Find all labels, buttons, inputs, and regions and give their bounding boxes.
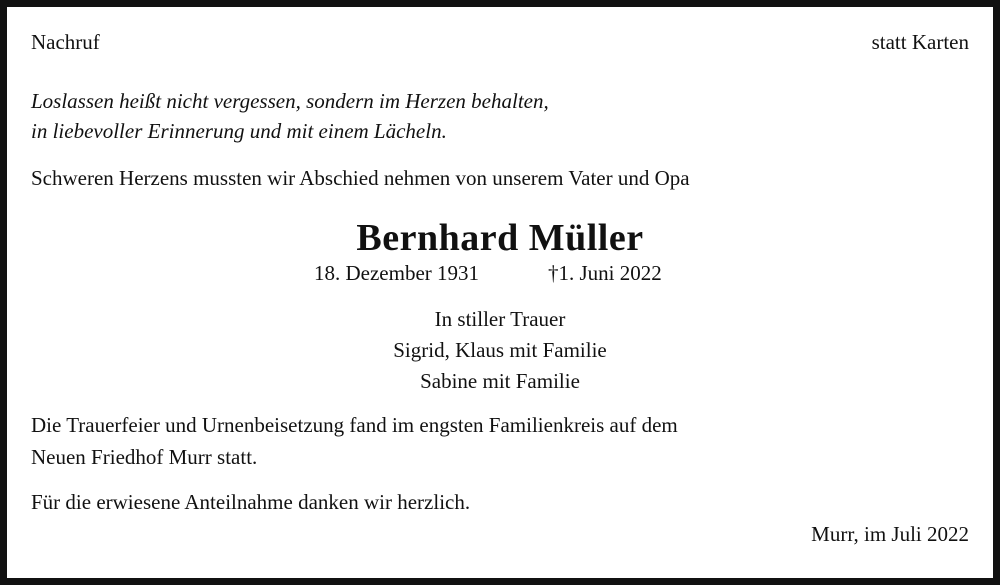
mourners-family-1: Sigrid, Klaus mit Familie	[393, 338, 607, 362]
intro-text: Schweren Herzens mussten wir Abschied nehmen von unserem Vater und Opa	[31, 166, 690, 190]
mourners-heading: In stiller Trauer	[434, 307, 566, 331]
header-note: statt Karten	[871, 30, 969, 54]
deceased-name: Bernhard Müller	[356, 217, 644, 259]
ceremony-line-1: Die Trauerfeier und Urnenbeisetzung fand im engsten Familienkreis auf dem	[31, 413, 678, 437]
header-label: Nachruf	[31, 30, 100, 54]
mourners-family-2: Sabine mit Familie	[420, 369, 580, 393]
birth-date: 18. Dezember 1931	[314, 261, 480, 285]
quote-line-2: in liebevoller Erinnerung und mit einem Lächeln.	[31, 119, 447, 143]
place-date: Murr, im Juli 2022	[811, 522, 969, 546]
ceremony-line-2: Neuen Friedhof Murr statt.	[31, 445, 258, 469]
thanks-text: Für die erwiesene Anteilnahme danken wir herzlich.	[31, 490, 471, 514]
quote-line-1: Loslassen heißt nicht vergessen, sondern im Herzen behalten,	[31, 89, 549, 113]
death-date: †1. Juni 2022	[548, 261, 662, 285]
